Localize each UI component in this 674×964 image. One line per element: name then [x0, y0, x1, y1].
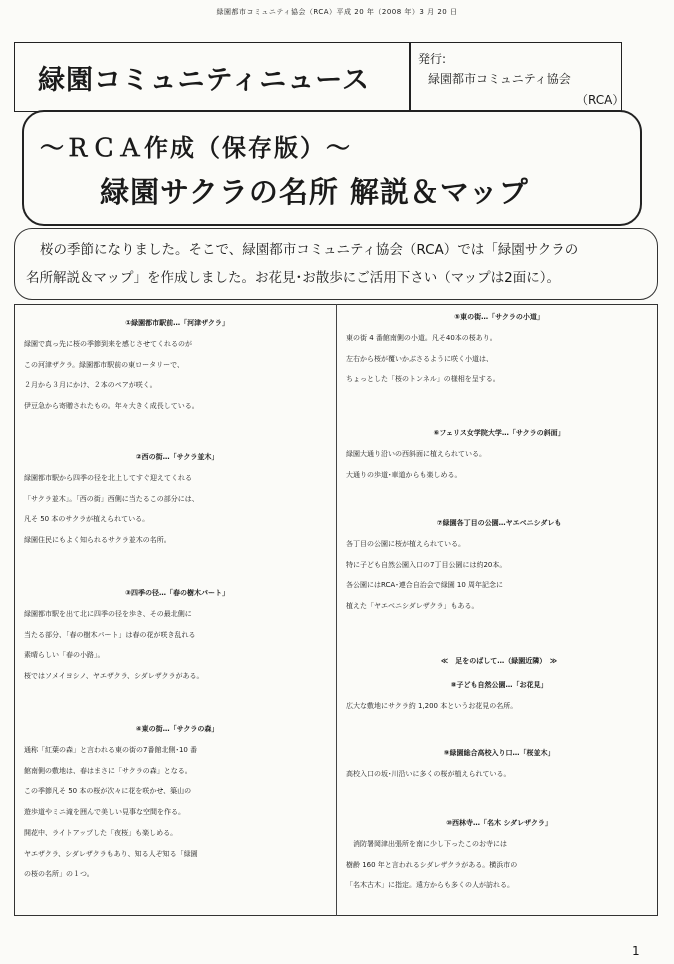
spot-section [338, 812, 660, 896]
spot-section [338, 674, 660, 717]
spot-heading: ⑧子ども自然公園…「お花見」 [450, 681, 548, 689]
spot-heading: ⑦緑園各丁目の公園…ヤエベニシダレも [436, 519, 562, 527]
spot-text [16, 604, 338, 687]
text-line: ２月から３月にかけ、２本のペアが咲く。 [24, 381, 157, 390]
spot-text [338, 834, 660, 896]
newsletter-title: 緑園コミュニティニュース [38, 65, 370, 96]
text-line: 緑園都市駅から四季の径を北上してすぐ迎えてくれる [24, 474, 192, 482]
publisher-org: 緑園都市コミュニティ協会 [428, 72, 571, 86]
spot-section [338, 742, 660, 785]
text-line: 東の街 4 番館南側の小道。凡そ40本の桜あり。 [346, 334, 497, 342]
spot-heading: ③四季の径…「春の樹木パート」 [125, 589, 229, 597]
publisher-abbr: （RCA） [576, 93, 625, 107]
text-line: 各丁目の公園に桜が植えられている。 [346, 540, 465, 548]
nearby-heading: ≪ 足をのばして…（緑園近隣） ≫ [440, 657, 558, 665]
text-line: 左右から桜が覆いかぶさるように咲く小道は、 [346, 354, 493, 363]
text-line: の桜の名所」の１つ。 [24, 870, 94, 879]
text-line: この季節凡そ 50 本の桜が次々に花を咲かせ、築山の [24, 787, 192, 796]
text-line: 広大な敷地にサクラ約 1,200 本というお花見の名所。 [346, 702, 518, 710]
text-line: 緑園都市駅を出て北に四季の径を歩き、その最北側に [24, 610, 192, 618]
text-line: 緑園住民にもよく知られるサクラ並木の名所。 [24, 536, 171, 545]
text-line: 素晴らしい「春の小路」。 [24, 651, 105, 660]
spot-text [16, 468, 338, 551]
text-line: 凡そ 50 本のサクラが植えられている。 [24, 515, 150, 524]
spot-section [16, 446, 338, 551]
intro-line-2: 名所解説＆マップ」を作成しました。お花見･お散歩にご活用下さい（マップは2面に）。 [26, 270, 561, 286]
nearby-section [338, 650, 660, 672]
text-line: ちょっとした「桜のトンネル」の様相を呈する。 [346, 375, 500, 384]
text-line: 当たる部分、「春の樹木パート」は春の花が咲き乱れる [24, 630, 196, 639]
spot-text [338, 696, 660, 717]
text-line: 開花中、ライトアップした「夜桜」も楽しめる。 [24, 828, 178, 837]
spot-heading: ①緑園都市駅前…「河津ザクラ」 [125, 319, 229, 327]
publisher-label: 発行: [418, 52, 447, 66]
text-line: 「サクラ並木」。「西の街」西側に当たるこの部分には、 [24, 494, 199, 503]
banner-title: 緑園サクラの名所 解説＆マップ [100, 175, 529, 209]
spot-section [16, 312, 338, 417]
spot-text [16, 334, 338, 417]
spot-heading: ②西の街…「サクラ並木」 [135, 453, 219, 461]
text-line: 緑園大通り沿いの西斜面に植えられている。 [346, 450, 486, 458]
text-line: 樹齢 160 年と言われるシダレザクラがある。横浜市の [346, 860, 518, 869]
page-number: 1 [632, 944, 640, 958]
text-line: 高校入口の坂･川沿いに多くの桜が植えられている。 [346, 770, 511, 778]
spot-text [338, 764, 660, 785]
spot-section [338, 306, 660, 390]
text-line: 遊歩道やミニ滝を囲んで美しい見事な空間を作る。 [24, 808, 185, 817]
spot-heading: ⑤東の街…「サクラの小道」 [454, 313, 544, 321]
spot-text [338, 444, 660, 485]
text-line: 館南側の敷地は、春はまさに「サクラの森」となる。 [24, 766, 192, 775]
spot-section [338, 512, 660, 617]
spot-text [338, 534, 660, 617]
spot-heading: ⑩西林寺…「名木 シダレザクラ」 [446, 819, 552, 827]
text-line: 伊豆急から寄贈されたもの。年々大きく成長している。 [24, 402, 199, 411]
text-line: 「名木古木」に指定。遠方からも多くの人が訪れる。 [346, 881, 514, 890]
spot-section [338, 422, 660, 485]
text-line: 桜ではソメイヨシノ、ヤエザクラ、シダレザクラがある。 [24, 672, 204, 681]
text-line: 緑園で真っ先に桜の季節到来を感じさせてくれるのが [24, 340, 192, 348]
spot-heading: ④東の街…「サクラの森」 [135, 725, 219, 733]
text-line: 特に子ども自然公園入口の7丁目公園には約20本。 [346, 560, 507, 569]
text-line: 植えた「ヤエベニシダレザクラ」もある。 [346, 602, 479, 611]
banner-subtitle: ～ＲＣＡ作成（保存版）～ [40, 134, 352, 162]
text-line: ヤエザクラ、シダレザクラもあり、知る人ぞ知る「緑園 [24, 849, 198, 858]
spot-text [338, 328, 660, 390]
spot-text [16, 740, 338, 885]
spot-section [16, 582, 338, 687]
text-line: 消防署岡津出張所を南に少し下ったこのお寺には [346, 840, 507, 848]
text-line: 通称「紅葉の森」と言われる東の街の7番館北側･10 番 [24, 746, 198, 754]
spot-heading: ⑥フェリス女学院大学…「サクラの斜面」 [433, 429, 565, 437]
intro-line-1: 桜の季節になりました。そこで、緑園都市コミュニティ協会（RCA）では「緑園サクラの [40, 242, 579, 258]
text-line: 各公園にはRCA･連合自治会で緑園 10 周年記念に [346, 581, 504, 590]
text-line: この河津ザクラ。緑園都市駅前の東ロータリーで、 [24, 360, 185, 369]
spot-section [16, 718, 338, 885]
spot-heading: ⑨緑園総合高校入り口…「桜並木」 [443, 749, 555, 757]
text-line: 大通りの歩道･車道からも楽しめる。 [346, 470, 462, 479]
date-line: 緑園都市コミュニティ協会（RCA）平成 20 年（2008 年）3 月 20 日 [216, 8, 458, 16]
